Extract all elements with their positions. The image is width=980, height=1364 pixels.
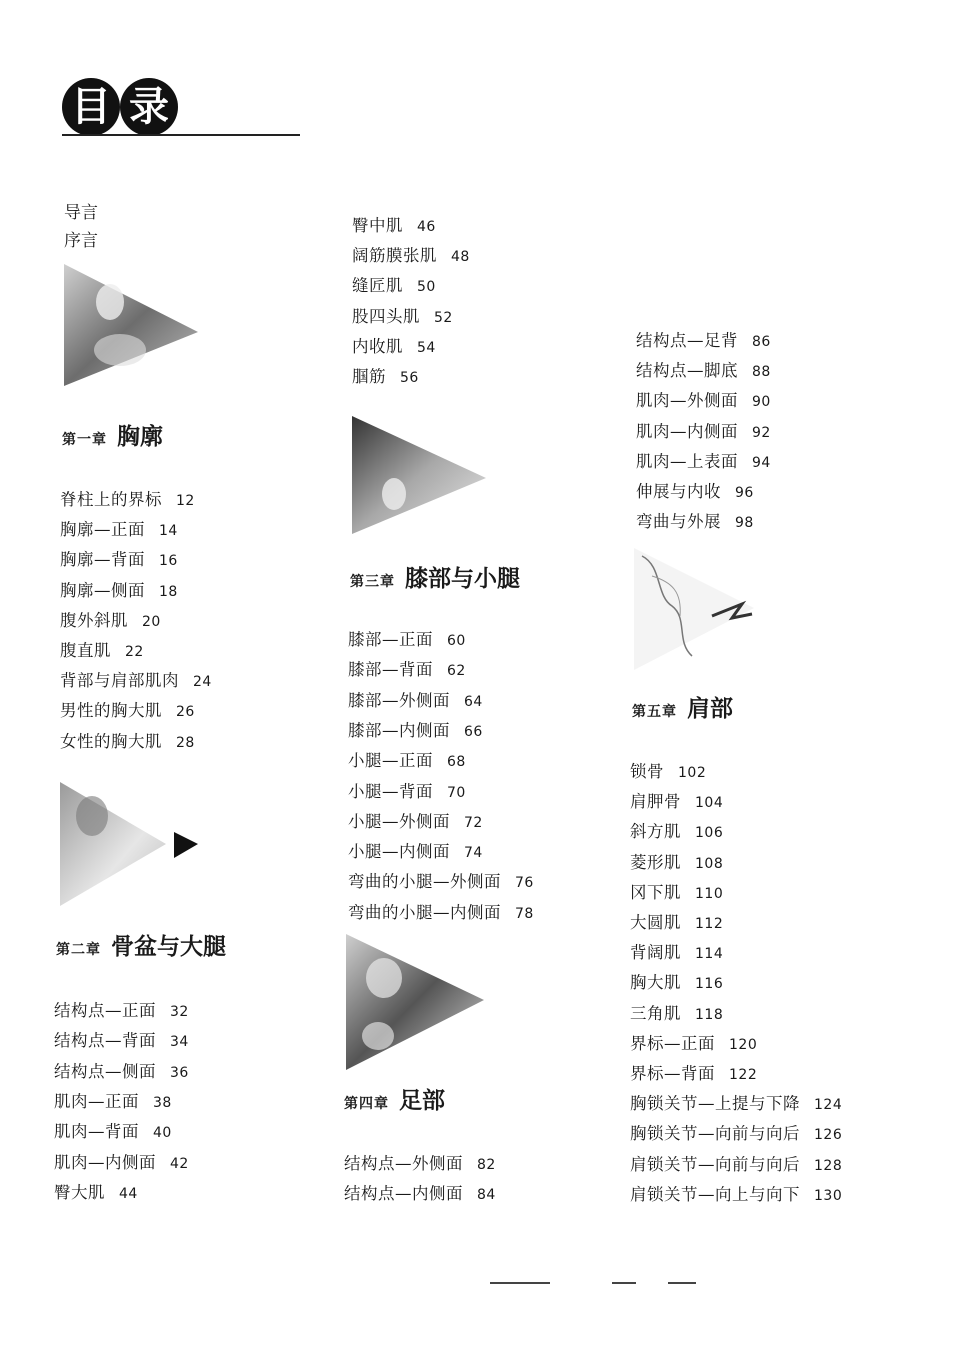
toc-entry-page: 64	[464, 693, 483, 710]
toc-entry-label: 结构点—侧面	[54, 1061, 156, 1081]
toc-entry-label: 结构点—背面	[54, 1031, 156, 1051]
toc-entry[interactable]	[630, 1090, 842, 1114]
toc-entry[interactable]	[352, 212, 436, 236]
toc-entry[interactable]	[352, 272, 436, 296]
toc-entry[interactable]	[54, 1118, 172, 1142]
toc-entry-page: 110	[695, 885, 724, 902]
toc-entry-label: 结构点—外侧面	[344, 1154, 463, 1173]
toc-entry[interactable]	[54, 1027, 189, 1051]
chapter-name: 骨盆与大腿	[111, 934, 226, 960]
print-mark	[490, 1282, 550, 1284]
toc-entry-label: 臀大肌	[54, 1182, 105, 1202]
chapter3-illustration	[350, 414, 492, 536]
toc-entry-label: 肌肉—背面	[54, 1122, 139, 1142]
toc-entry-page: 50	[417, 279, 436, 296]
toc-entry[interactable]	[630, 849, 723, 873]
toc-entry-page: 98	[735, 515, 754, 532]
toc-entry-page: 60	[447, 633, 466, 649]
toc-entry-page: 20	[142, 613, 161, 630]
toc-entry-label: 结构点—脚底	[636, 361, 738, 381]
toc-entry-label: 肌肉—上表面	[636, 451, 738, 471]
toc-entry[interactable]	[636, 448, 771, 472]
toc-entry-page: 84	[477, 1187, 496, 1203]
toc-entry-page: 22	[125, 644, 144, 660]
toc-entry[interactable]	[60, 728, 195, 752]
title-char: 目	[62, 78, 120, 136]
toc-entry[interactable]	[630, 1151, 842, 1175]
toc-entry[interactable]	[636, 418, 771, 442]
toc-entry-page: 116	[695, 976, 724, 993]
toc-entry[interactable]	[348, 717, 483, 741]
toc-entry-page: 72	[464, 814, 483, 831]
toc-entry-page: 74	[464, 845, 483, 862]
toc-entry[interactable]	[630, 758, 706, 782]
chapter-name: 肩部	[687, 696, 733, 722]
toc-entry-label: 膝部—外侧面	[348, 690, 450, 710]
toc-entry-label: 男性的胸大肌	[60, 701, 162, 721]
toc-entry[interactable]	[54, 1088, 172, 1112]
toc-entry-page: 66	[464, 723, 483, 740]
toc-entry-label: 缝匠肌	[352, 276, 403, 296]
toc-entry[interactable]	[60, 486, 195, 510]
toc-entry-page: 32	[170, 1004, 189, 1020]
toc-entry[interactable]	[630, 788, 723, 812]
toc-entry-label: 结构点—内侧面	[344, 1184, 463, 1203]
toc-entry-label: 臀中肌	[352, 216, 403, 235]
toc-entry[interactable]	[60, 516, 178, 540]
toc-entry-page: 68	[447, 754, 466, 771]
toc-entry[interactable]	[348, 899, 534, 923]
toc-entry-page: 124	[814, 1097, 843, 1114]
toc-entry-page: 88	[752, 364, 771, 381]
toc-entry-label: 膝部—背面	[348, 660, 433, 680]
toc-entry-label: 界标—正面	[630, 1033, 715, 1053]
toc-entry-label: 小腿—背面	[348, 781, 433, 801]
toc-entry[interactable]	[630, 1000, 723, 1024]
toc-entry-page: 90	[752, 394, 771, 411]
chapter-number: 第一章	[62, 432, 107, 448]
toc-entry[interactable]	[60, 697, 195, 721]
chapter-name: 足部	[399, 1088, 445, 1114]
toc-entry-label: 肌肉—正面	[54, 1091, 139, 1111]
toc-entry[interactable]	[54, 1058, 189, 1082]
toc-entry-label: 胸廓—侧面	[60, 580, 145, 600]
toc-entry-page: 38	[153, 1094, 172, 1111]
toc-entry-label: 股四头肌	[352, 306, 420, 326]
toc-entry[interactable]	[60, 667, 212, 691]
toc-entry-page: 94	[752, 454, 771, 471]
toc-entry-label: 弯曲的小腿—外侧面	[348, 872, 501, 892]
toc-entry-label: 腹外斜肌	[60, 610, 128, 630]
toc-entry[interactable]	[352, 333, 436, 357]
toc-entry[interactable]	[60, 546, 178, 570]
toc-entry[interactable]	[344, 1180, 496, 1204]
toc-entry-page: 52	[434, 309, 453, 326]
toc-entry[interactable]	[630, 1120, 842, 1144]
toc-entry-page: 114	[695, 946, 724, 963]
toc-entry[interactable]	[630, 818, 723, 842]
chapter-heading[interactable]	[56, 928, 226, 961]
toc-entry-label: 锁骨	[630, 762, 664, 781]
toc-entry-label: 内收肌	[352, 336, 403, 356]
toc-entry-label: 胸大肌	[630, 973, 681, 993]
toc-entry[interactable]	[344, 1150, 496, 1174]
toc-entry-label: 菱形肌	[630, 852, 681, 872]
chapter-heading[interactable]	[344, 1082, 445, 1115]
chapter-heading[interactable]	[62, 418, 163, 451]
toc-entry-label: 肌肉—外侧面	[636, 391, 738, 411]
toc-entry[interactable]	[54, 997, 189, 1021]
toc-entry-label: 背部与肩部肌肉	[60, 671, 179, 691]
toc-entry-page: 82	[477, 1157, 496, 1173]
toc-entry[interactable]	[630, 969, 723, 993]
toc-entry-page: 78	[515, 905, 534, 922]
toc-entry[interactable]	[630, 1060, 757, 1084]
toc-entry-page: 120	[729, 1036, 758, 1053]
toc-entry-page: 102	[678, 765, 707, 781]
toc-entry[interactable]	[348, 687, 483, 711]
toc-entry-label: 伸展与内收	[636, 482, 721, 501]
toc-entry-label: 背阔肌	[630, 943, 681, 963]
front-matter-preface: 序言	[64, 231, 98, 251]
chapter-name: 胸廓	[117, 424, 163, 450]
chapter-number: 第二章	[56, 942, 101, 958]
toc-entry[interactable]	[60, 637, 144, 661]
toc-entry-label: 肌肉—内侧面	[54, 1152, 156, 1172]
toc-entry[interactable]	[630, 909, 723, 933]
chapter-number: 第四章	[344, 1096, 389, 1112]
toc-entry[interactable]	[636, 387, 771, 411]
toc-entry-page: 34	[170, 1034, 189, 1051]
toc-entry-label: 小腿—外侧面	[348, 811, 450, 831]
toc-entry-label: 结构点—足背	[636, 331, 738, 350]
toc-entry[interactable]	[60, 577, 178, 601]
toc-entry[interactable]	[352, 363, 419, 387]
toc-entry-page: 36	[170, 1064, 189, 1081]
toc-entry-label: 腹直肌	[60, 641, 111, 660]
toc-entry-label: 膝部—内侧面	[348, 720, 450, 740]
toc-entry-label: 小腿—内侧面	[348, 842, 450, 862]
toc-entry[interactable]	[348, 626, 466, 650]
toc-entry-label: 弯曲与外展	[636, 512, 721, 532]
toc-entry[interactable]	[348, 747, 466, 771]
toc-entry-page: 130	[814, 1187, 843, 1204]
toc-entry-label: 女性的胸大肌	[60, 731, 162, 751]
print-mark	[612, 1282, 636, 1284]
toc-entry[interactable]	[636, 508, 754, 532]
toc-entry-label: 界标—背面	[630, 1064, 715, 1083]
toc-entry-page: 40	[153, 1125, 172, 1142]
chapter5-illustration	[632, 546, 762, 672]
toc-entry[interactable]	[348, 778, 466, 802]
toc-entry-page: 122	[729, 1067, 758, 1083]
toc-entry[interactable]	[630, 939, 723, 963]
toc-entry-label: 小腿—正面	[348, 751, 433, 771]
toc-entry-page: 62	[447, 663, 466, 680]
toc-entry-label: 肩锁关节—向上与向下	[630, 1184, 800, 1204]
toc-entry-label: 三角肌	[630, 1003, 681, 1023]
toc-entry-page: 92	[752, 424, 771, 441]
toc-entry-label: 弯曲的小腿—内侧面	[348, 902, 501, 922]
toc-entry-page: 48	[451, 249, 470, 266]
toc-entry-label: 胸廓—正面	[60, 520, 145, 540]
toc-entry[interactable]	[348, 808, 483, 832]
toc-entry-page: 96	[735, 485, 754, 501]
toc-entry[interactable]	[60, 607, 161, 631]
toc-entry-label: 胸锁关节—上提与下降	[630, 1094, 800, 1114]
chapter-name: 膝部与小腿	[405, 566, 520, 592]
toc-entry-label: 脊柱上的界标	[60, 490, 162, 509]
toc-entry[interactable]	[54, 1179, 138, 1203]
toc-entry[interactable]	[348, 868, 534, 892]
toc-entry-page: 126	[814, 1127, 843, 1144]
toc-entry-page: 106	[695, 825, 724, 842]
toc-entry-page: 12	[176, 493, 195, 509]
toc-entry-label: 膝部—正面	[348, 630, 433, 649]
toc-entry[interactable]	[636, 327, 771, 351]
toc-entry-page: 18	[159, 583, 178, 600]
toc-entry[interactable]	[630, 1181, 842, 1205]
toc-entry-label: 斜方肌	[630, 822, 681, 842]
toc-entry-page: 104	[695, 795, 724, 812]
toc-entry-label: 肩胛骨	[630, 792, 681, 812]
toc-entry-page: 76	[515, 875, 534, 892]
title-char: 录	[120, 78, 178, 136]
toc-entry-page: 42	[170, 1155, 189, 1172]
print-mark	[668, 1282, 696, 1284]
toc-entry-page: 26	[176, 704, 195, 721]
toc-entry[interactable]	[630, 879, 723, 903]
toc-entry-label: 腘筋	[352, 367, 386, 386]
chapter-heading[interactable]	[350, 560, 520, 593]
toc-entry[interactable]	[630, 1030, 757, 1054]
toc-entry-page: 54	[417, 339, 436, 356]
toc-entry[interactable]	[352, 242, 470, 266]
chapter1-illustration	[62, 262, 202, 388]
chapter-number: 第三章	[350, 574, 395, 590]
toc-entry-page: 118	[695, 1006, 724, 1023]
toc-entry[interactable]	[636, 478, 754, 502]
toc-entry-label: 胸廓—背面	[60, 550, 145, 570]
toc-entry-page: 16	[159, 553, 178, 570]
toc-entry[interactable]	[54, 1149, 189, 1173]
toc-entry-label: 胸锁关节—向前与向后	[630, 1124, 800, 1144]
front-matter-intro: 导言	[64, 203, 98, 223]
toc-entry-page: 14	[159, 523, 178, 540]
toc-entry-label: 大圆肌	[630, 913, 681, 932]
toc-entry-label: 结构点—正面	[54, 1001, 156, 1020]
toc-entry-label: 肌肉—内侧面	[636, 421, 738, 441]
title-underline	[62, 134, 300, 136]
chapter2-illustration	[56, 780, 206, 908]
toc-entry-page: 44	[119, 1185, 138, 1202]
toc-entry[interactable]	[348, 656, 466, 680]
chapter-heading[interactable]	[632, 690, 733, 723]
toc-entry-page: 86	[752, 334, 771, 350]
toc-entry[interactable]	[636, 357, 771, 381]
toc-entry-page: 128	[814, 1157, 843, 1174]
toc-entry-page: 56	[400, 370, 419, 386]
toc-entry-label: 阔筋膜张肌	[352, 246, 437, 266]
toc-entry-page: 108	[695, 855, 724, 872]
toc-entry-page: 112	[695, 916, 724, 932]
toc-entry-page: 46	[417, 219, 436, 235]
chapter-number: 第五章	[632, 704, 677, 720]
toc-entry[interactable]	[348, 838, 483, 862]
toc-entry-page: 24	[193, 674, 212, 691]
toc-entry[interactable]	[352, 303, 453, 327]
chapter4-illustration	[344, 932, 490, 1072]
toc-entry-page: 28	[176, 734, 195, 751]
toc-entry-page: 70	[447, 784, 466, 801]
toc-entry-label: 肩锁关节—向前与向后	[630, 1154, 800, 1174]
toc-entry-label: 冈下肌	[630, 882, 681, 902]
